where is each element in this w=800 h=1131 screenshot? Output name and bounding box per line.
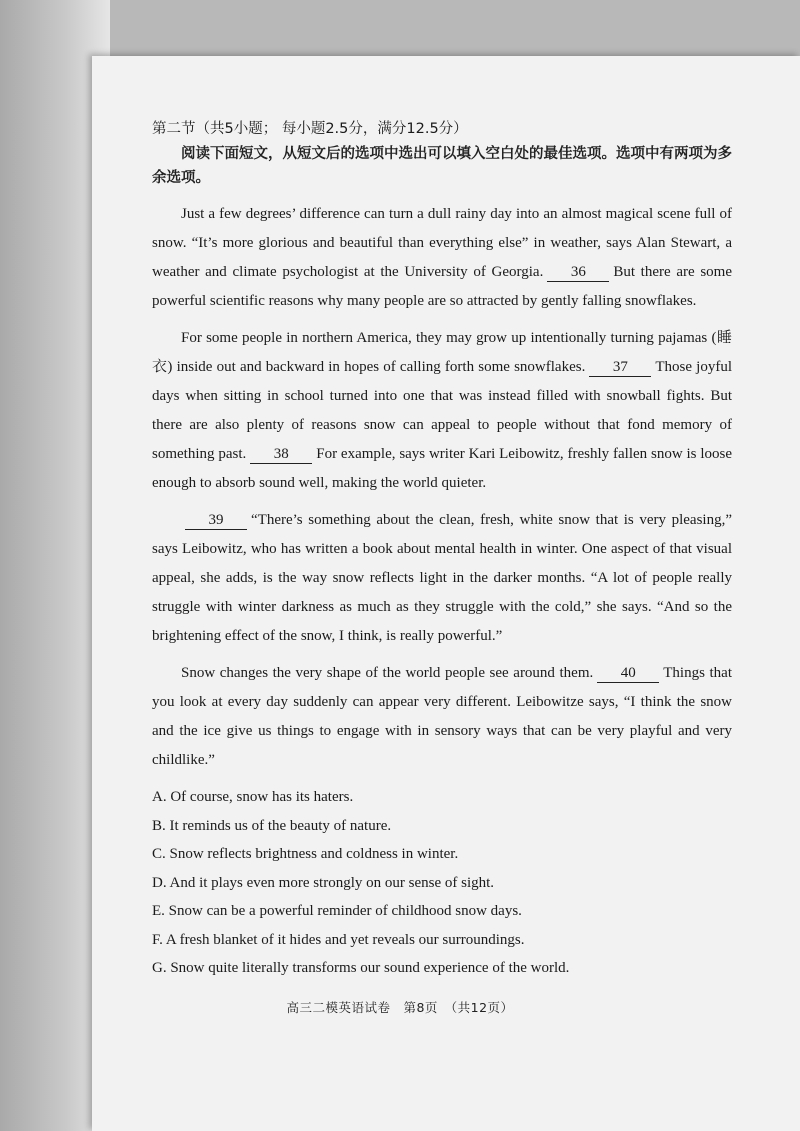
exam-content <box>152 118 732 983</box>
section-instructions: 阅读下面短文，从短文后的选项中选出可以填入空白处的最佳选项。选项中有两项为多余选项。 <box>152 146 732 186</box>
passage-paragraph-1 <box>152 200 732 316</box>
option-g: G. Snow quite literally transforms our sound experience of the world. <box>152 960 570 976</box>
passage-paragraph-3 <box>152 506 732 651</box>
passage-paragraph-4 <box>152 659 732 775</box>
p2-text-c: For example, says writer Kari Leibowitz, freshly fallen snow is loose enough to absorb sound well, making the world quieter. <box>152 446 732 491</box>
p1-text-b: But there are some powerful scientific reasons why many people are so attracted by gently falling snowflakes. <box>152 264 732 309</box>
p1-text-a: Just a few degrees’ difference can turn a dull rainy day into an almost magical scene full of snow. “It’s more glorious and beautiful than everything else” in weather, says Alan Stewart, a weather and climate psychologist at the University of Georgia. <box>152 206 732 280</box>
p4-text-a: Snow changes the very shape of the world people see around them. <box>181 665 594 681</box>
blank-39: 39 <box>185 511 247 530</box>
answer-options <box>152 783 732 983</box>
option-c: C. Snow reflects brightness and coldness in winter. <box>152 846 459 862</box>
option-f: F. A fresh blanket of it hides and yet reveals our surroundings. <box>152 931 525 948</box>
passage-paragraph-2 <box>152 324 732 498</box>
p2-text-b: Those joyful days when sitting in school turned into one that was instead filled with snowball fights. But there are also plenty of reasons snow can appeal to people without that fond memory of something past. <box>152 359 732 462</box>
blank-37: 37 <box>589 358 651 377</box>
p3-text-a: “There’s something about the clean, fresh, white snow that is very pleasing,” says Leibowitz, who has written a book about mental health in winter. One aspect of that visual appeal, she adds, is the way snow reflects light in the darker months. “A lot of people really struggle with winter darkness as much as they struggle with the cold,” she says. “And so the brightening effect of the snow, I think, is really powerful.” <box>152 512 732 644</box>
p2-text-a: For some people in northern America, they may grow up intentionally turning pajamas (睡衣) inside out and backward in hopes of calling forth some snowflakes. <box>152 330 732 375</box>
blank-36: 36 <box>547 263 609 282</box>
option-d: D. And it plays even more strongly on our sense of sight. <box>152 874 495 891</box>
blank-40: 40 <box>597 664 659 683</box>
section-title: 第二节（共5小题； 每小题2.5分，满分12.5分） <box>152 121 468 137</box>
blank-38: 38 <box>250 445 312 464</box>
option-a: A. Of course, snow has its haters. <box>152 789 354 805</box>
option-b: B. It reminds us of the beauty of nature. <box>152 817 392 834</box>
p4-text-b: Things that you look at every day suddenly can appear very different. Leibowitze says, “I think the snow and the ice give us things to engage with in sensory ways that can be very playful and very childlike.” <box>152 665 732 768</box>
page-footer: 高三二模英语试卷 第8页 （共12页） <box>286 1000 514 1015</box>
option-e: E. Snow can be a powerful reminder of childhood snow days. <box>152 903 522 919</box>
